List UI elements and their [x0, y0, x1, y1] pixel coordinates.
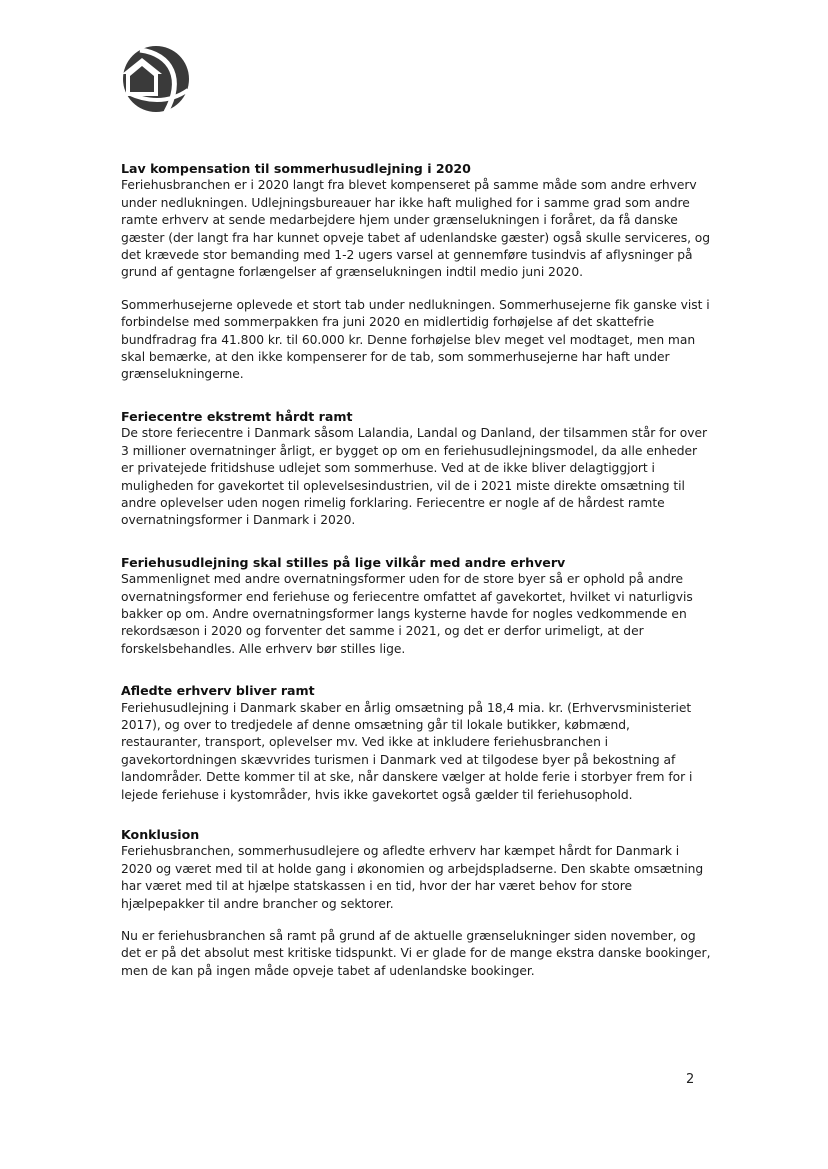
paragraph: De store feriecentre i Danmark såsom Lalandia, Landal og Danland, der tilsammen står for over 3 millioner overnatninger årligt, er bygget op om en feriehusudlejningsmodel, da alle enheder er privatejede fritidshuse udlejet som sommerhuse. Ved at de ikke bliver delagtiggjort i muligheden for gavekortet til oplevelsesindustrien, vil de i 2021 miste direkte omsætning til andre oplevelser uden nogen rimelig forklaring. Feriecentre er nogle af de hårdest ramte overnatningsformer i Danmark i 2020. — [121, 426, 708, 528]
paragraph: Sommerhusejerne oplevede et stort tab under nedlukningen. Sommerhusejerne fik ganske vist i forbindelse med sommerpakken fra juni 2020 en midlertidig forhøjelse af det skattefrie bundfradrag fra 41.800 kr. til 60.000 kr. Denne forhøjelse blev meget vel modtaget, men man skal bemærke, at den ikke kompenserer for de tab, som sommerhusejerne har haft under grænselukningerne. — [121, 297, 710, 382]
paragraph: Feriehusbranchen, sommerhusudlejere og afledte erhverv har kæmpet hårdt for Danmark i 2020 og været med til at holde gang i økonomien og arbejdspladserne. Den skabte omsætning har været med til at hjælpe statskassen i en tid, hvor der har været behov for store hjælpepakker til andre brancher og sektorer. — [121, 844, 704, 911]
section-heading: Feriehusudlejning skal stilles på lige vilkår med andre erhverv — [121, 554, 566, 570]
paragraph: Nu er feriehusbranchen så ramt på grund af de aktuelle grænselukninger siden november, og det er på det absolut mest kritiske tidspunkt. Vi er glade for de mange ekstra danske bookinger, men de kan på ingen måde opveje tabet af udenlandske bookinger. — [121, 929, 711, 978]
section-heading: Lav kompensation til sommerhusudlejning i 2020 — [121, 161, 471, 176]
section-heading: Feriecentre ekstremt hårdt ramt — [121, 408, 353, 424]
section-derived-business — [121, 682, 713, 804]
section-compensation — [121, 160, 713, 384]
section-heading: Afledte erhverv bliver ramt — [121, 683, 315, 699]
section-heading: Konklusion — [121, 827, 200, 842]
paragraph: Sammenlignet med andre overnatningsformer uden for de store byer så er ophold på andre overnatningsformer end feriehuse og feriecentre omfattet af gavekortet, hvilket vi naturligvis bakker op om. Andre overnatningsformer langs kysterne havde for nogles vedkommende en rekordsæson i 2020 og forventer det samme i 2021, og det er derfor urimeligt, at der forskelsbehandles. Alle erhverv bør stilles lige. — [121, 572, 693, 656]
document-body — [121, 160, 713, 980]
paragraph: Feriehusbranchen er i 2020 langt fra blevet kompenseret på samme måde som andre erhverv under nedlukningen. Udlejningsbureauer har ikke haft mulighed for i samme grad som andre ramte erhverv at sende medarbejdere hjem under grænselukningen i foråret, da få danske gæster (der langt fra har kunnet opveje tabet af udenlandske gæster) også skulle serviceres, og det krævede stor bemanding med 1-2 ugers varsel at gennemføre tusindvis af aflysninger på grund af gentagne forlængelser af grænselukningen indtil medio juni 2020. — [121, 178, 711, 280]
paragraph: Feriehusudlejning i Danmark skaber en årlig omsætning på 18,4 mia. kr. (Erhvervsministeriet 2017), og over to tredjedele af denne omsætning går til lokale butikker, købmænd, restauranter, transport, oplevelser mv. Ved ikke at inkludere feriehusbranchen i gavekortordningen skævvrides turismen i Danmark ved at tilgodese byer på bekostning af landområder. Dette kommer til at ske, når danskere vælger at holde ferie i storbyer frem for i lejede feriehuse i kystområder, hvis ikke gavekortet også gælder til feriehusophold. — [121, 700, 693, 802]
house-globe-icon — [120, 40, 190, 118]
logo — [120, 40, 190, 118]
page-number: 2 — [686, 1072, 695, 1087]
section-holiday-centres — [121, 408, 713, 530]
section-conclusion — [121, 826, 713, 980]
section-equal-terms — [121, 554, 713, 658]
